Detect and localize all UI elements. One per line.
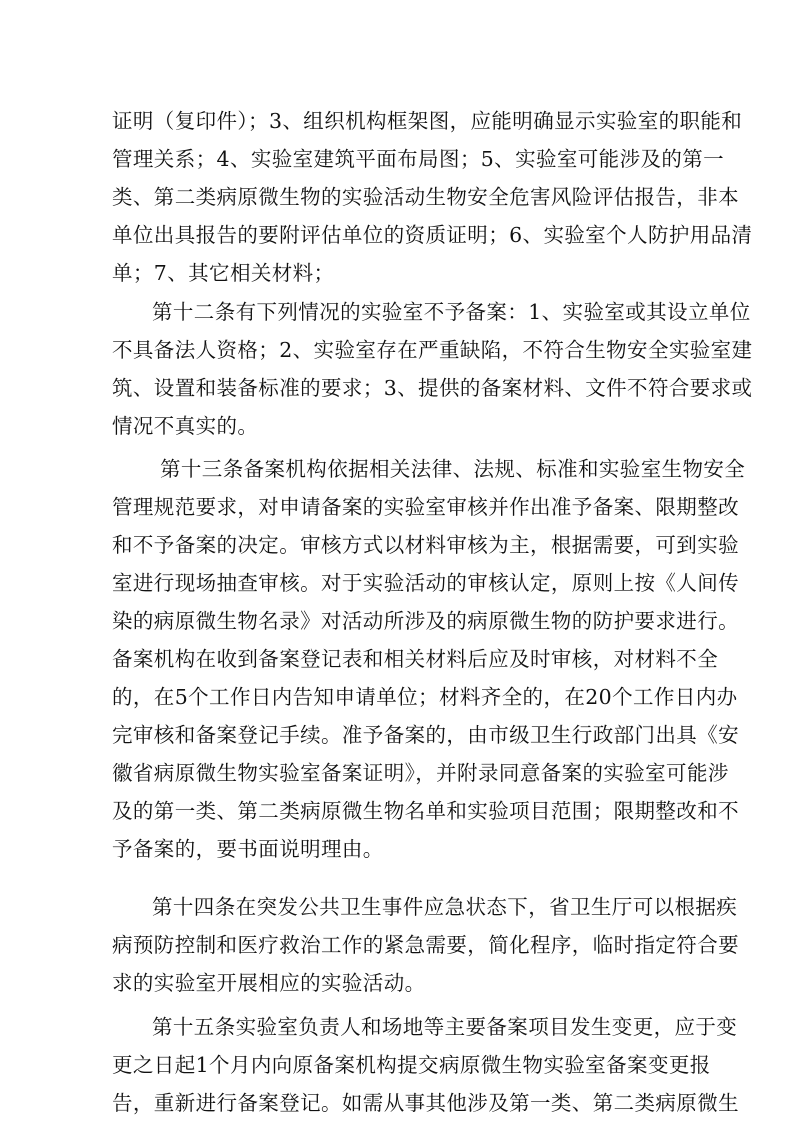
text-line: 情况不真实的。 bbox=[112, 414, 259, 438]
text-line: 染的病原微生物名录》对活动所涉及的病原微生物的防护要求进行。 bbox=[112, 609, 739, 633]
text-line: 求的实验室开展相应的实验活动。 bbox=[112, 971, 426, 995]
text-line: 筑、设置和装备标准的要求；3、提供的备案材料、文件不符合要求或 bbox=[112, 376, 753, 400]
text-line: 的，在5个工作日内告知申请单位；材料齐全的，在20个工作日内办 bbox=[112, 685, 738, 709]
paragraph-start-line: 第十四条在突发公共卫生事件应急状态下，省卫生厅可以根据疾 bbox=[152, 895, 738, 919]
text-line: 和不予备案的决定。审核方式以材料审核为主，根据需要，可到实验 bbox=[112, 533, 739, 557]
text-line: 单位出具报告的要附评估单位的资质证明；6、实验室个人防护用品清 bbox=[112, 223, 753, 247]
paragraph-start-line: 第十三条备案机构依据相关法律、法规、标准和实验室生物安全 bbox=[160, 457, 746, 481]
text-line: 备案机构在收到备案登记表和相关材料后应及时审核，对材料不全 bbox=[112, 647, 719, 671]
text-line: 证明（复印件）；3、组织机构框架图，应能明确显示实验室的职能和 bbox=[112, 109, 743, 133]
text-line: 完审核和备案登记手续。准予备案的，由市级卫生行政部门出具《安 bbox=[112, 723, 739, 747]
text-line: 不具备法人资格；2、实验室存在严重缺陷，不符合生物安全实验室建 bbox=[112, 338, 753, 362]
text-line: 告，重新进行备案登记。如需从事其他涉及第一类、第二类病原微生 bbox=[112, 1091, 739, 1115]
text-line: 管理关系；4、实验室建筑平面布局图；5、实验室可能涉及的第一 bbox=[112, 147, 725, 171]
text-line: 类、第二类病原微生物的实验活动生物安全危害风险评估报告，非本 bbox=[112, 185, 739, 209]
text-line: 徽省病原微生物实验室备案证明》，并附录同意备案的实验室可能涉 bbox=[112, 761, 729, 785]
text-line: 更之日起1个月内向原备案机构提交病原微生物实验室备案变更报 bbox=[112, 1053, 711, 1077]
text-line: 管理规范要求，对申请备案的实验室审核并作出准予备案、限期整改 bbox=[112, 495, 739, 519]
text-line: 室进行现场抽查审核。对于实验活动的审核认定，原则上按《人间传 bbox=[112, 571, 739, 595]
text-line: 单；7、其它相关材料； bbox=[112, 261, 335, 285]
paragraph-start-line: 第十二条有下列情况的实验室不予备案：1、实验室或其设立单位 bbox=[152, 300, 751, 324]
text-line: 及的第一类、第二类病原微生物名单和实验项目范围；限期整改和不 bbox=[112, 799, 739, 823]
paragraph-start-line: 第十五条实验室负责人和场地等主要备案项目发生变更，应于变 bbox=[152, 1015, 738, 1039]
text-line: 病预防控制和医疗救治工作的紧急需要，简化程序，临时指定符合要 bbox=[112, 933, 739, 957]
text-line: 予备案的，要书面说明理由。 bbox=[112, 837, 384, 861]
